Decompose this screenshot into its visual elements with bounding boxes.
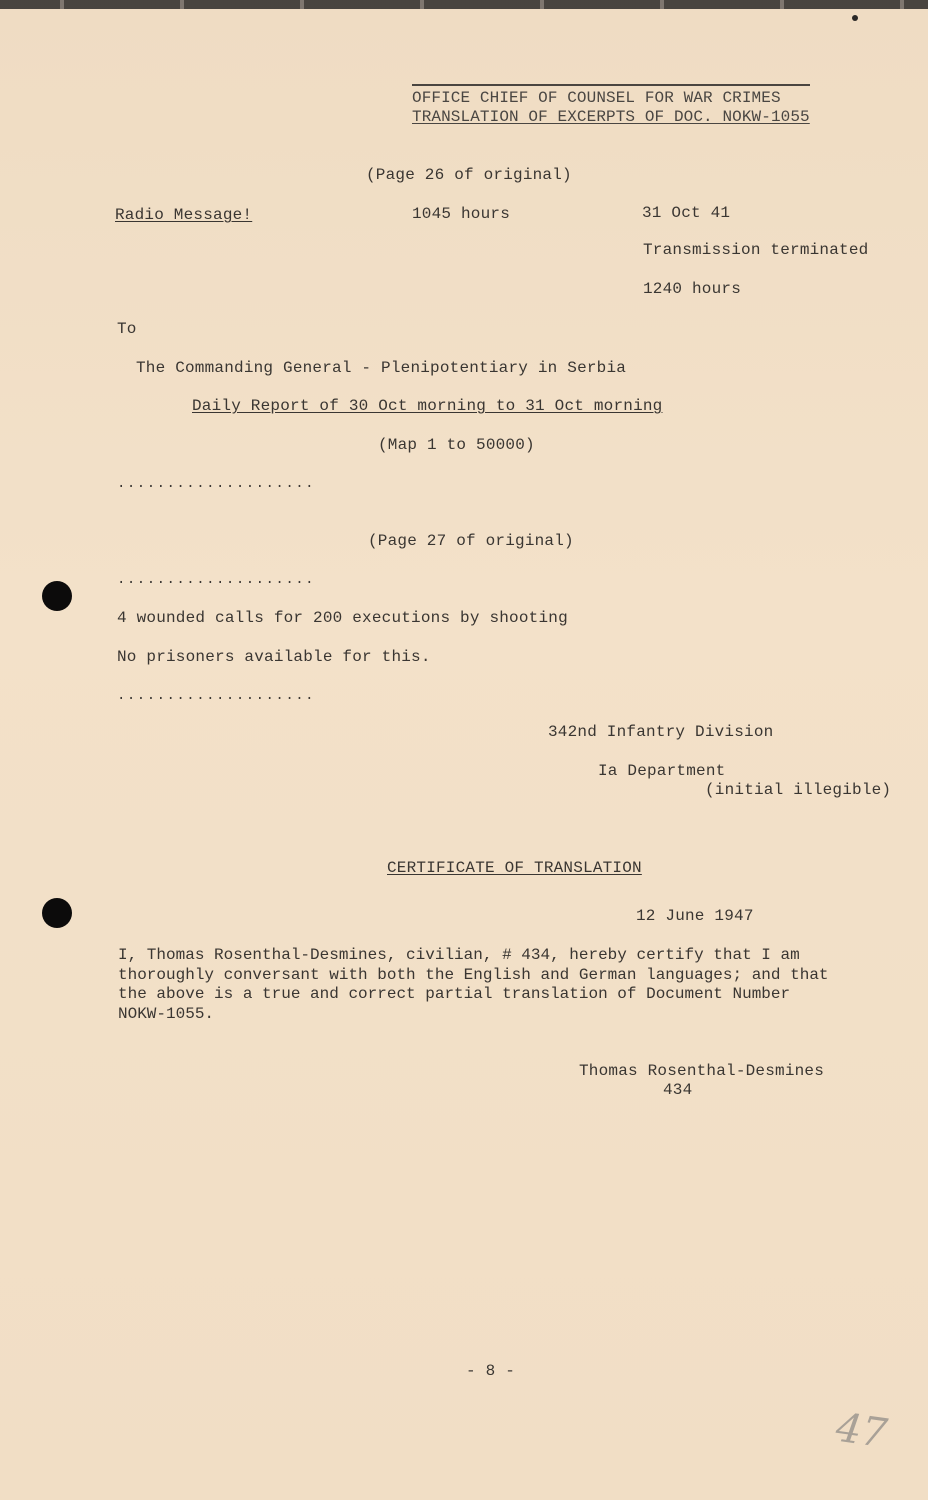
certificate-statement: I, Thomas Rosenthal-Desmines, civilian, # 434, hereby certify that I am thoroughly conversant with both the English and German languages; and that the above is a true and correct partial translation of Document Number NOKW-1055. — [118, 946, 829, 1023]
radio-message-label: Radio Message! — [115, 206, 253, 224]
body-line-prisoners: No prisoners available for this. — [117, 648, 431, 666]
daily-report-heading: Daily Report of 30 Oct morning to 31 Oct morning — [192, 397, 663, 415]
page-reference-26: (Page 26 of original) — [366, 166, 572, 184]
punch-hole-lower — [42, 898, 72, 928]
certificate-title: CERTIFICATE OF TRANSLATION — [387, 859, 642, 877]
omission-dots-3: .................... — [117, 688, 316, 704]
ink-speck — [852, 15, 858, 21]
certificate-signer: Thomas Rosenthal-Desmines — [579, 1062, 825, 1080]
page-reference-27: (Page 27 of original) — [368, 532, 574, 550]
certificate-date: 12 June 1947 — [636, 907, 754, 925]
transmission-status: Transmission terminated — [643, 241, 869, 259]
signature-department: Ia Department — [598, 762, 726, 780]
header-translation-line: TRANSLATION OF EXCERPTS OF DOC. NOKW-1055 — [412, 108, 810, 126]
signature-division: 342nd Infantry Division — [548, 723, 774, 741]
radio-message-date: 31 Oct 41 — [642, 204, 731, 222]
punch-hole-upper — [42, 581, 72, 611]
top-edge-strip — [0, 0, 928, 9]
radio-message-time: 1045 hours — [412, 205, 511, 223]
map-reference: (Map 1 to 50000) — [378, 436, 535, 454]
to-label: To — [117, 320, 137, 338]
certificate-signer-number: 434 — [663, 1081, 693, 1099]
header-office-line: OFFICE CHIEF OF COUNSEL FOR WAR CRIMES — [412, 89, 781, 107]
document-header — [412, 84, 810, 127]
body-line-executions: 4 wounded calls for 200 executions by shooting — [117, 609, 568, 627]
pencil-page-mark: 47 — [833, 1404, 890, 1458]
recipient-line: The Commanding General - Plenipotentiary in Serbia — [136, 359, 627, 377]
omission-dots-2: .................... — [117, 572, 316, 588]
page-number: - 8 - — [466, 1362, 516, 1380]
signature-initial: (initial illegible) — [705, 781, 892, 799]
omission-dots-1: .................... — [117, 476, 316, 492]
transmission-end-time: 1240 hours — [643, 280, 742, 298]
